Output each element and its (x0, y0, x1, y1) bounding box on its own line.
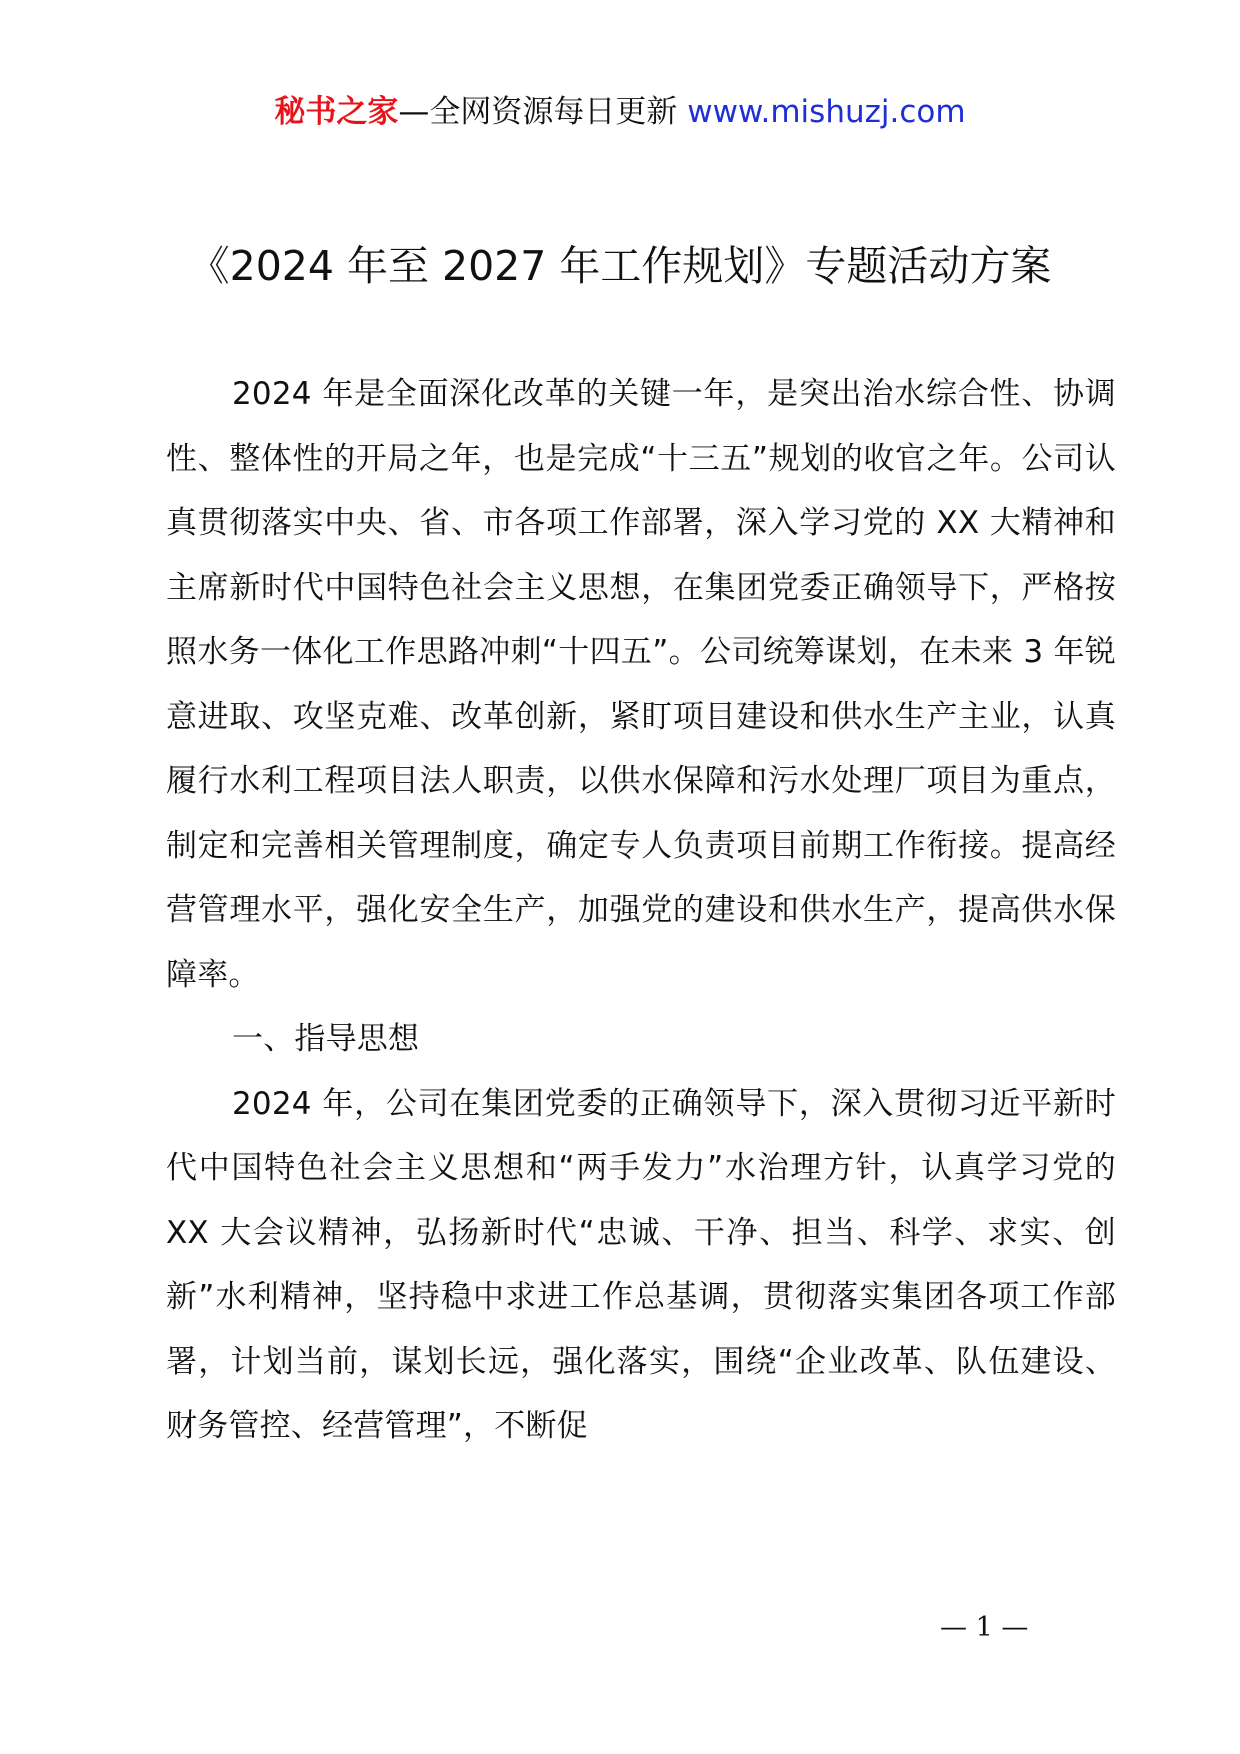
document-title: 《2024 年至 2027 年工作规划》专题活动方案 (188, 242, 1052, 290)
section-heading: 一、指导思想 (232, 1021, 420, 1057)
intro-paragraph: 2024 年是全面深化改革的关键一年，是突出治水综合性、协调性、整体性的开局之年，也是完成“十三五”规划的收官之年。公司认真贯彻落实中央、省、市各项工作部署，深入学习党的 XX 大精神和主席新时代中国特色社会主义思想，在集团党委正确领导下，严格按照水务一体化工作思路冲刺“十四五”。公司统筹谋划，在未来 3 年锐意进取、攻坚克难、改革创新，紧盯项目建设和供水生产主业，认真履行水利工程项目法人职责，以供水保障和污水处理厂项目为重点，制定和完善相关管理制度，确定专人负责项目前期工作衔接。提高经营管理水平，强化安全生产，加强党的建设和供水生产，提高供水保障率。 (166, 376, 1116, 993)
section-paragraph: 2024 年，公司在集团党委的正确领导下，深入贯彻习近平新时代中国特色社会主义思想和“两手发力”水治理方针，认真学习党的 XX 大会议精神，弘扬新时代“忠诚、干净、担当、科学、求实、创新”水利精神，坚持稳中求进工作总基调，贯彻落实集团各项工作部署，计划当前，谋划长远，强化落实，围绕“企业改革、队伍建设、财务管控、经营管理”，不断促 (166, 1085, 1116, 1444)
site-url[interactable]: www.mishuzj.com (687, 94, 966, 130)
document-body (166, 362, 1116, 1459)
header-tagline: —全网资源每日更新 (398, 94, 678, 130)
page-number: — 1 — (940, 1612, 1029, 1643)
site-header (0, 92, 1240, 132)
brand-name: 秘书之家 (274, 94, 399, 130)
